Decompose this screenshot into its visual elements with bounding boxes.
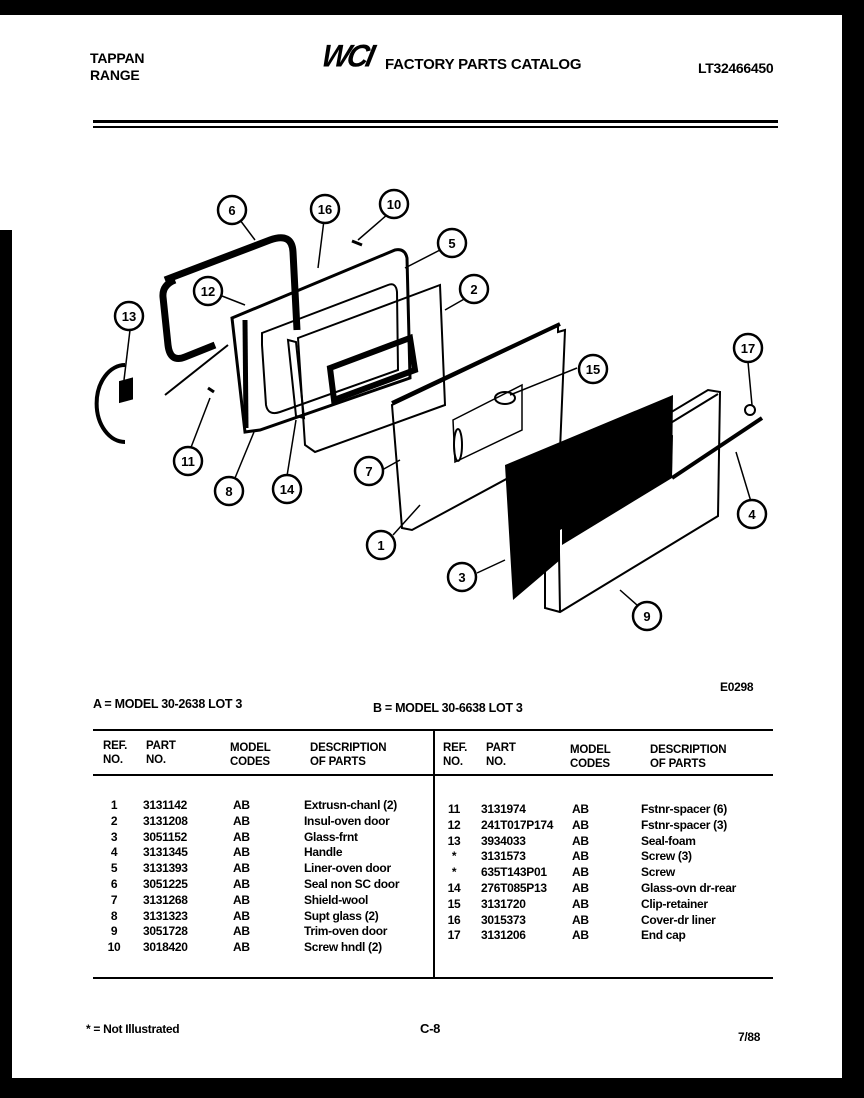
- callout-17: 17: [740, 341, 756, 356]
- model-b: B = MODEL 30-6638 LOT 3: [373, 701, 523, 715]
- callout-4: 4: [748, 507, 756, 522]
- callout-7: 7: [365, 464, 373, 479]
- header-part-no-right: PART NO.: [486, 742, 516, 768]
- brand-line-1: TAPPAN: [90, 50, 145, 66]
- document-number: LT32466450: [698, 60, 774, 76]
- callout-10: 10: [386, 197, 402, 212]
- callout-15: 15: [585, 362, 601, 377]
- table-divider: [433, 729, 435, 979]
- callout-1: 1: [377, 538, 385, 553]
- callout-12: 12: [200, 284, 216, 299]
- callout-6: 6: [228, 203, 236, 218]
- catalog-date: 7/88: [738, 1030, 761, 1044]
- callout-11: 11: [181, 454, 195, 469]
- header-part-no: PART NO.: [146, 740, 176, 766]
- right-ref-column: 11 12 13 * * 14 15 16 17: [447, 802, 461, 943]
- callout-13: 13: [121, 309, 137, 324]
- figure-code: E0298: [720, 680, 754, 694]
- left-ref-column: 1 2 3 4 5 6 7 8 9 10: [107, 798, 121, 955]
- right-codes-column: AB AB AB AB AB AB AB AB AB: [572, 802, 589, 943]
- left-codes-column: AB AB AB AB AB AB AB AB AB AB: [233, 798, 250, 955]
- header-model-codes: MODEL CODES: [230, 742, 271, 768]
- not-illustrated-note: * = Not Illustrated: [86, 1022, 180, 1036]
- model-a: A = MODEL 30-2638 LOT 3: [93, 697, 243, 711]
- header-ref-no-right: REF. NO.: [443, 742, 468, 768]
- callout-3: 3: [458, 570, 466, 585]
- callout-16: 16: [317, 202, 333, 217]
- callout-2: 2: [470, 282, 478, 297]
- header-description-right: DESCRIPTION OF PARTS: [650, 744, 727, 770]
- header-ref-no: REF. NO.: [103, 740, 128, 766]
- right-part-column: 3131974 241T017P174 3934033 3131573 635T143P01 276T085P13 3131720 3015373 3131206: [481, 802, 554, 943]
- page-number: C-8: [420, 1021, 441, 1036]
- brand-line-2: RANGE: [90, 67, 140, 83]
- left-part-column: 3131142 3131208 3051152 3131345 3131393 3051225 3131268 3131323 3051728 3018420: [143, 798, 188, 955]
- callout-5: 5: [448, 236, 456, 251]
- header-model-codes-right: MODEL CODES: [570, 744, 611, 770]
- wci-logo: WCI: [318, 39, 376, 74]
- header-description: DESCRIPTION OF PARTS: [310, 742, 387, 768]
- catalog-title: FACTORY PARTS CATALOG: [385, 56, 582, 73]
- callout-14: 14: [279, 482, 295, 497]
- right-desc-column: Fstnr-spacer (6) Fstnr-spacer (3) Seal-foam Screw (3) Screw Glass-ovn dr-rear Clip-retainer Cover-dr liner End cap: [641, 802, 736, 943]
- left-desc-column: Extrusn-chanl (2) Insul-oven door Glass-frnt Handle Liner-oven door Seal non SC door Shield-wool Supt glass (2) Trim-oven door Screw hndl (2): [304, 798, 400, 955]
- callout-8: 8: [225, 484, 233, 499]
- callout-9: 9: [643, 609, 651, 624]
